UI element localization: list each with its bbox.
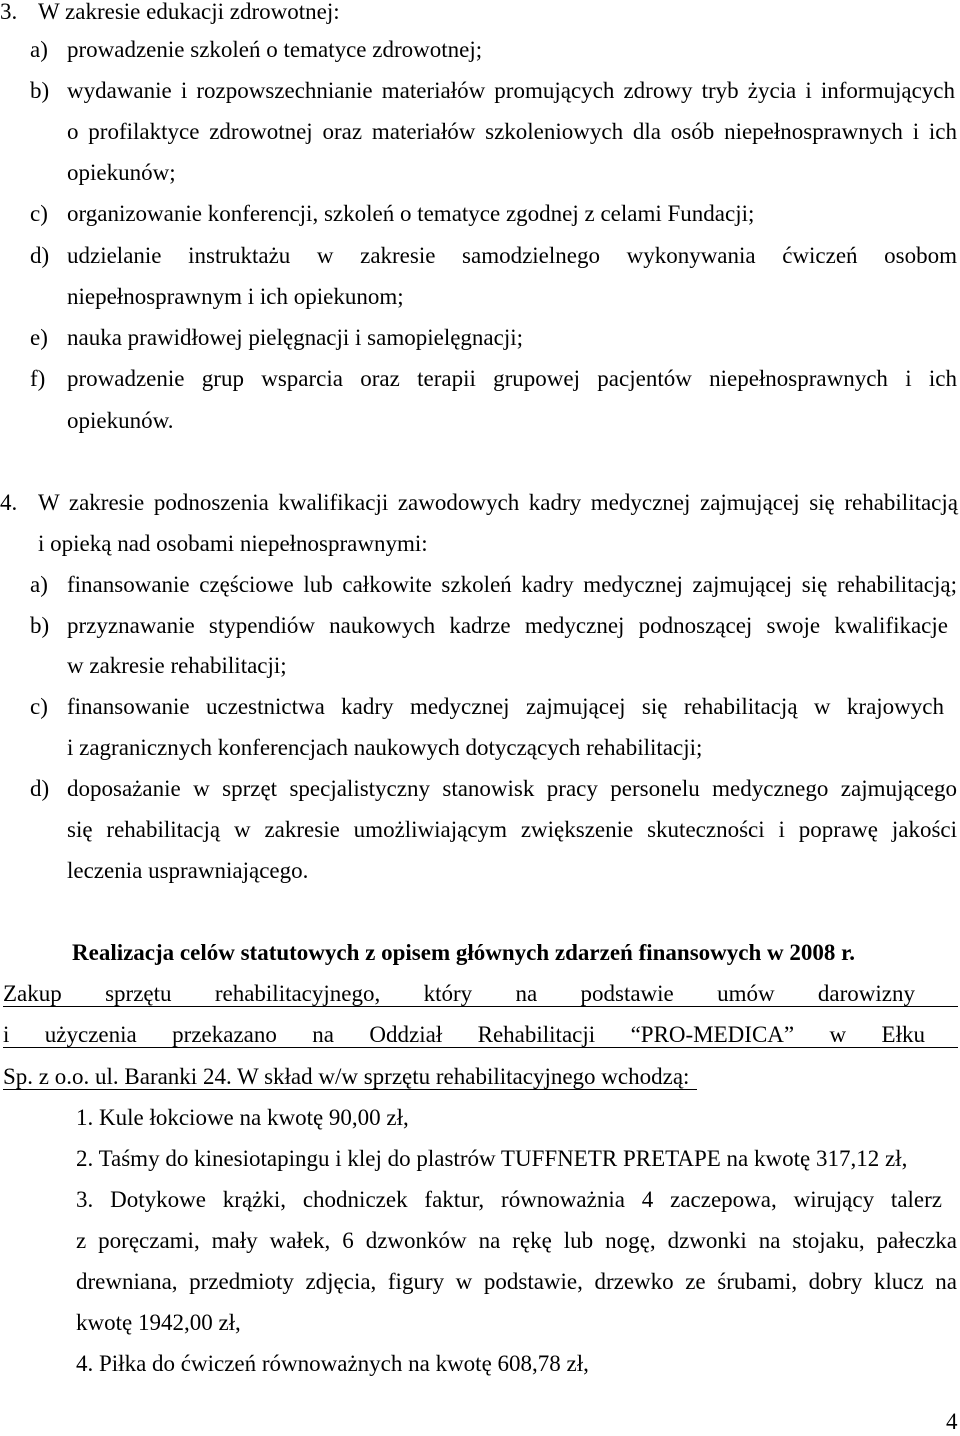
section-heading: i opieką nad osobami niepełnosprawnymi: [38, 531, 428, 556]
item-marker: b) [30, 613, 50, 638]
item-text: drewniana, przedmioty zdjęcia, figury w podstawie, drzewko ze śrubami, dobry klucz na [76, 1269, 957, 1294]
item-text: kwotę 1942,00 zł, [76, 1310, 241, 1335]
item-text: nauka prawidłowej pielęgnacji i samopielęgnacji; [67, 325, 524, 350]
report-intro-line: Zakup sprzętu rehabilitacyjnego, który na podstawie umów darowizny [3, 982, 958, 1007]
item-marker: f) [30, 366, 46, 391]
item-text: finansowanie uczestnictwa kadry medycznej zajmującej się rehabilitacją w krajowych [67, 694, 944, 719]
section-number: 4. [0, 490, 18, 515]
item-text: się rehabilitacją w zakresie umożliwiającym zwiększenie skuteczności i poprawę jakości [67, 817, 957, 842]
item-marker: a) [30, 572, 48, 597]
item-marker: c) [30, 201, 48, 226]
item-marker: c) [30, 694, 48, 719]
item-text: prowadzenie szkoleń o tematyce zdrowotnej; [67, 37, 483, 62]
report-title: Realizacja celów statutowych z opisem głównych zdarzeń finansowych w 2008 r. [72, 940, 855, 965]
item-text: opiekunów; [67, 160, 176, 185]
item-text: udzielanie instruktażu w zakresie samodzielnego wykonywania ćwiczeń osobom [67, 243, 957, 268]
equipment-item-2: 2. Taśmy do kinesiotapingu i klej do plastrów TUFFNETR PRETAPE na kwotę 317,12 zł, [76, 1146, 908, 1171]
section-number: 3. [0, 0, 18, 24]
item-text: leczenia usprawniającego. [67, 858, 309, 883]
item-text: przyznawanie stypendiów naukowych kadrze medycznej podnoszącej swoje kwalifikacje [67, 613, 948, 638]
item-text: opiekunów. [67, 408, 174, 433]
item-text: prowadzenie grup wsparcia oraz terapii grupowej pacjentów niepełnosprawnych i ich [67, 366, 957, 391]
item-text: finansowanie częściowe lub całkowite szkoleń kadry medycznej zajmującej się rehabilitacją; [67, 572, 957, 597]
item-marker: d) [30, 776, 50, 801]
item-text: z poręczami, mały wałek, 6 dzwonków na rękę lub nogę, dzwonki na stojaku, pałeczka [76, 1228, 957, 1253]
item-text: organizowanie konferencji, szkoleń o tematyce zgodnej z celami Fundacji; [67, 201, 755, 226]
item-text: 3. Dotykowe krążki, chodniczek faktur, równoważnia 4 zaczepowa, wirujący talerz [76, 1187, 942, 1212]
report-intro-line-wrapper [3, 1065, 697, 1089]
item-marker: a) [30, 37, 48, 62]
item-text: niepełnosprawnym i ich opiekunom; [67, 284, 404, 309]
equipment-item-1: 1. Kule łokciowe na kwotę 90,00 zł, [76, 1105, 409, 1130]
equipment-item-4: 4. Piłka do ćwiczeń równoważnych na kwotę 608,78 zł, [76, 1351, 589, 1376]
item-marker: b) [30, 78, 50, 103]
section-heading: W zakresie edukacji zdrowotnej: [38, 0, 340, 24]
item-text: i zagranicznych konferencjach naukowych dotyczących rehabilitacji; [67, 735, 703, 760]
report-intro-line: Sp. z o.o. ul. Baranki 24. W skład w/w sprzętu rehabilitacyjnego wchodzą: [3, 1065, 697, 1090]
report-intro-line: i użyczenia przekazano na Oddział Rehabilitacji “PRO-MEDICA” w Ełku [3, 1023, 958, 1048]
item-marker: d) [30, 243, 50, 268]
item-marker: e) [30, 325, 48, 350]
item-text: w zakresie rehabilitacji; [67, 653, 287, 678]
item-text: o profilaktyce zdrowotnej oraz materiałów szkoleniowych dla osób niepełnosprawnych i ich [67, 119, 957, 144]
section-heading: W zakresie podnoszenia kwalifikacji zawodowych kadry medycznej zajmującej się rehabilitacją [38, 490, 958, 515]
item-text: wydawanie i rozpowszechnianie materiałów promujących zdrowy tryb życia i informujących [67, 78, 955, 103]
page-number: 4 [946, 1409, 958, 1434]
item-text: doposażanie w sprzęt specjalistyczny stanowisk pracy personelu medycznego zajmującego [67, 776, 957, 801]
